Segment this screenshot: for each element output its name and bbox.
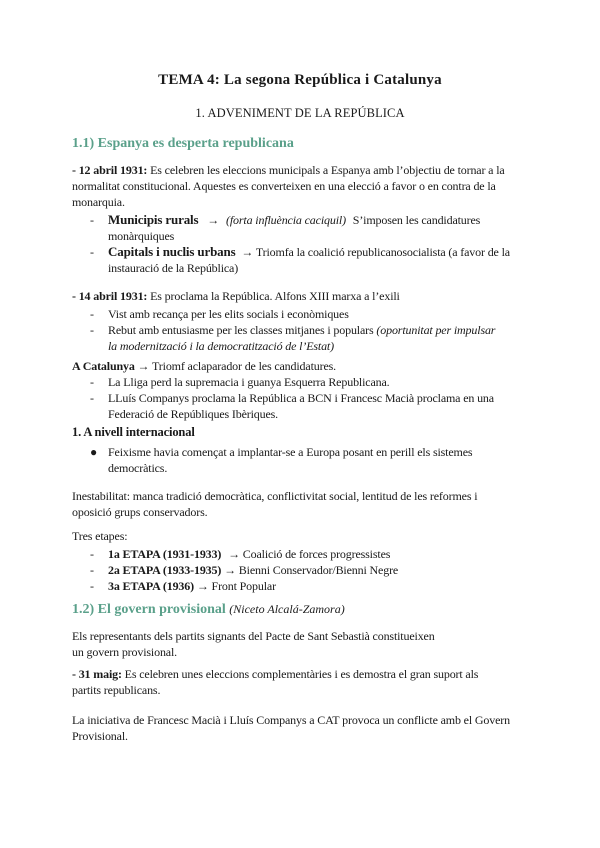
date-12-abril: - 12 abril 1931:	[72, 163, 148, 177]
section-heading-note: (Niceto Alcalá-Zamora)	[229, 602, 345, 616]
paragraph-text: Es proclama la República. Alfons XIII marxa a l’exili	[147, 289, 400, 303]
paragraph-text: Es celebren les eleccions municipals a Espanya amb l’objectiu de tornar a la	[147, 163, 505, 177]
list-item-line: monàrquiques	[108, 229, 175, 243]
page-title: TEMA 4: La segona República i Catalunya	[158, 72, 442, 88]
date-14-abril: - 14 abril 1931:	[72, 289, 148, 303]
paragraph-inestabilitat: Inestabilitat: manca tradició democràtica, conflictivitat social, lentitud de les reformes i	[72, 489, 478, 503]
list-item-entusiasme	[108, 322, 495, 338]
paragraph-iniciativa: La iniciativa de Francesc Macià i Lluís Companys a CAT provoca un conflicte amb el Govern	[72, 713, 510, 727]
list-item-capitals	[108, 244, 510, 260]
paragraph-text: Es celebren unes eleccions complementàries i es demostra el gran suport als	[121, 667, 479, 681]
list-item-line	[108, 338, 334, 354]
bullet-dot-icon: ●	[90, 445, 98, 459]
stage-text: → Front Popular	[196, 579, 276, 593]
list-dash: -	[90, 323, 94, 337]
list-item-italic: (oportunitat per impulsar	[376, 323, 496, 337]
paragraph-text: → Triomf aclaparador de les candidatures.	[134, 359, 337, 373]
list-dash: -	[90, 579, 94, 593]
list-dash: -	[90, 375, 94, 389]
date-31-maig: - 31 maig:	[72, 667, 122, 681]
subheading-text: 1. A nivell internacional	[72, 425, 195, 439]
list-item-feixisme: Feixisme havia començat a implantar-se a Europa posant en perill els sistemes	[108, 445, 473, 459]
stage-bold: 1a ETAPA (1931-1933)	[108, 547, 222, 561]
paragraph-line: partits republicans.	[72, 683, 161, 697]
paragraph-catalunya	[72, 358, 336, 374]
stage-item-3	[108, 578, 276, 594]
stage-text: → Bienni Conservador/Bienni Negre	[224, 563, 399, 577]
stage-item-1	[108, 546, 390, 562]
list-item-companys: LLuís Companys proclama la República a BCN i Francesc Macià proclama en una	[108, 391, 494, 405]
section-heading-text: 1.2) El govern provisional	[72, 602, 226, 617]
arrow-icon: →	[207, 213, 220, 227]
stage-text: → Coalició de forces progressistes	[228, 547, 391, 561]
list-item-italic: la modernització i la democratització de l’Estat)	[108, 339, 334, 353]
list-dash: -	[90, 547, 94, 561]
paragraph-line: Provisional.	[72, 729, 128, 743]
paragraph-line: oposició grups conservadors.	[72, 505, 208, 519]
catalunya-bold: A Catalunya	[72, 359, 135, 373]
list-dash: -	[90, 391, 94, 405]
list-dash: -	[90, 213, 94, 227]
paragraph-line: un govern provisional.	[72, 645, 178, 659]
list-item-line: Federació de Repúbliques Ibèriques.	[108, 407, 279, 421]
paragraph-31-maig	[72, 666, 478, 682]
stages-intro: Tres etapes:	[72, 529, 128, 543]
paragraph-12-abril	[72, 162, 505, 178]
list-item-lliga: La Lliga perd la supremacia i guanya Esquerra Republicana.	[108, 375, 390, 389]
list-dash: -	[90, 245, 94, 259]
list-item-bold: Municipis rurals	[108, 212, 199, 227]
stage-bold: 2a ETAPA (1933-1935)	[108, 563, 222, 577]
list-item-italic: (forta influència caciquil)	[226, 213, 346, 227]
list-dash: -	[90, 307, 94, 321]
paragraph-line: normalitat constitucional. Aquestes es converteixen en una elecció a favor o en contra de la	[72, 179, 496, 193]
paragraph-pacte: Els representants dels partits signants del Pacte de Sant Sebastià constitueixen	[72, 629, 435, 643]
paragraph-14-abril	[72, 288, 400, 304]
list-dash: -	[90, 563, 94, 577]
stage-item-2	[108, 562, 398, 578]
list-item-elits: Vist amb recança per les elits socials i econòmiques	[108, 307, 349, 321]
section-heading-1-2	[72, 602, 345, 618]
list-item-text: Rebut amb entusiasme per les classes mitjanes i populars	[108, 323, 374, 337]
list-item-text: → Triomfa la coalició republicanosocialista (a favor de la	[241, 245, 510, 259]
page-subtitle: 1. ADVENIMENT DE LA REPÚBLICA	[195, 106, 405, 120]
list-item-bold: Capitals i nuclis urbans	[108, 244, 236, 259]
list-item-text: S’imposen les candidatures	[352, 213, 481, 227]
subheading-internacional	[72, 424, 195, 440]
stage-bold: 3a ETAPA (1936)	[108, 579, 194, 593]
paragraph-line: monarquia.	[72, 195, 125, 209]
list-item-municipis	[108, 212, 528, 228]
list-item-line: instauració de la República)	[108, 261, 239, 275]
list-item-line: democràtics.	[108, 461, 168, 475]
section-heading-1-1: 1.1) Espanya es desperta republicana	[72, 136, 294, 151]
